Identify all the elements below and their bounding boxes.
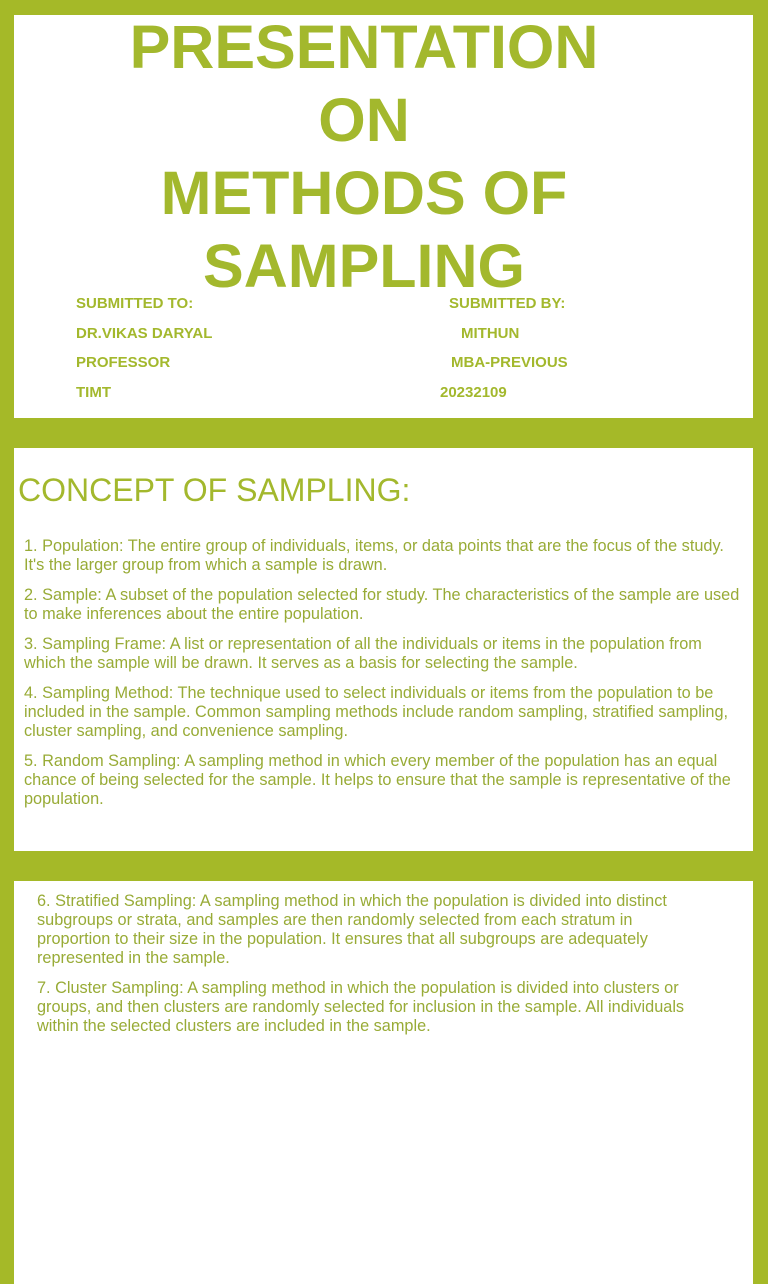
credits-row [14,348,753,378]
credits-row [14,378,753,408]
list-item [37,892,684,968]
item-text-line: to make inferences about the entire population. [24,604,364,623]
list-item [37,979,684,1036]
submitted-to-institute: TIMT [76,383,111,401]
item-text-line: represented in the sample. [37,948,230,967]
item-text-line: 7. Cluster Sampling: A sampling method in which the population is divided into clusters or [37,978,679,997]
slide-heading: CONCEPT OF SAMPLING: [18,472,411,508]
submitted-by-course: MBA-PREVIOUS [451,354,568,371]
credits-block [14,289,753,407]
item-text-line: 6. Stratified Sampling: A sampling method in which the population is divided into distinct [37,891,667,910]
continued-list [37,892,684,1047]
item-text-line: subgroups or strata, and samples are then randomly selected from each stratum in [37,910,633,929]
item-text-line: which the sample will be drawn. It serves as a basis for selecting the sample. [24,653,578,672]
list-item [24,684,739,741]
item-text-line: population. [24,789,104,808]
item-text-line: cluster sampling, and convenience sampling. [24,721,348,740]
submitted-to-designation: PROFESSOR [76,354,171,371]
list-item [24,635,739,673]
item-text-line: 3. Sampling Frame: A list or representation of all the individuals or items in the population from [24,634,702,653]
concept-list [24,537,739,820]
item-text-line: 2. Sample: A subset of the population selected for study. The characteristics of the sample are used [24,585,740,604]
submitted-by-label: SUBMITTED BY: [449,295,566,312]
list-item [24,537,739,575]
item-text-line: 1. Population: The entire group of individuals, items, or data points that are the focus of the study. [24,536,724,555]
submitted-by-number: 20232109 [440,383,507,401]
title-line: PRESENTATION [129,13,599,81]
credits-row [14,319,753,349]
list-item [24,752,739,809]
submitted-to-label: SUBMITTED TO: [76,295,194,312]
item-text-line: It's the larger group from which a sample is drawn. [24,555,388,574]
item-text-line: groups, and then clusters are randomly selected for inclusion in the sample. All individuals [37,997,685,1016]
title-line: ON [318,86,410,154]
item-text-line: proportion to their size in the population. It ensures that all subgroups are adequately [37,929,648,948]
credits-row [14,289,753,319]
submitted-to-name: DR.VIKAS DARYAL [76,324,213,342]
presentation-title [14,11,714,303]
list-item [24,586,739,624]
item-text-line: included in the sample. Common sampling methods include random sampling, stratified sampling, [24,702,729,721]
item-text-line: chance of being selected for the sample. It helps to ensure that the sample is representative of the [24,770,731,789]
item-text-line: 4. Sampling Method: The technique used to select individuals or items from the population to be [24,683,714,702]
item-text-line: 5. Random Sampling: A sampling method in which every member of the population has an equal [24,751,718,770]
title-line: SAMPLING [203,232,525,300]
title-line: METHODS OF [160,159,568,227]
submitted-by-name: MITHUN [461,324,520,342]
concept-slide [14,448,753,851]
continued-slide [14,881,753,1284]
title-slide [14,15,753,418]
item-text-line: within the selected clusters are included in the sample. [37,1016,431,1035]
